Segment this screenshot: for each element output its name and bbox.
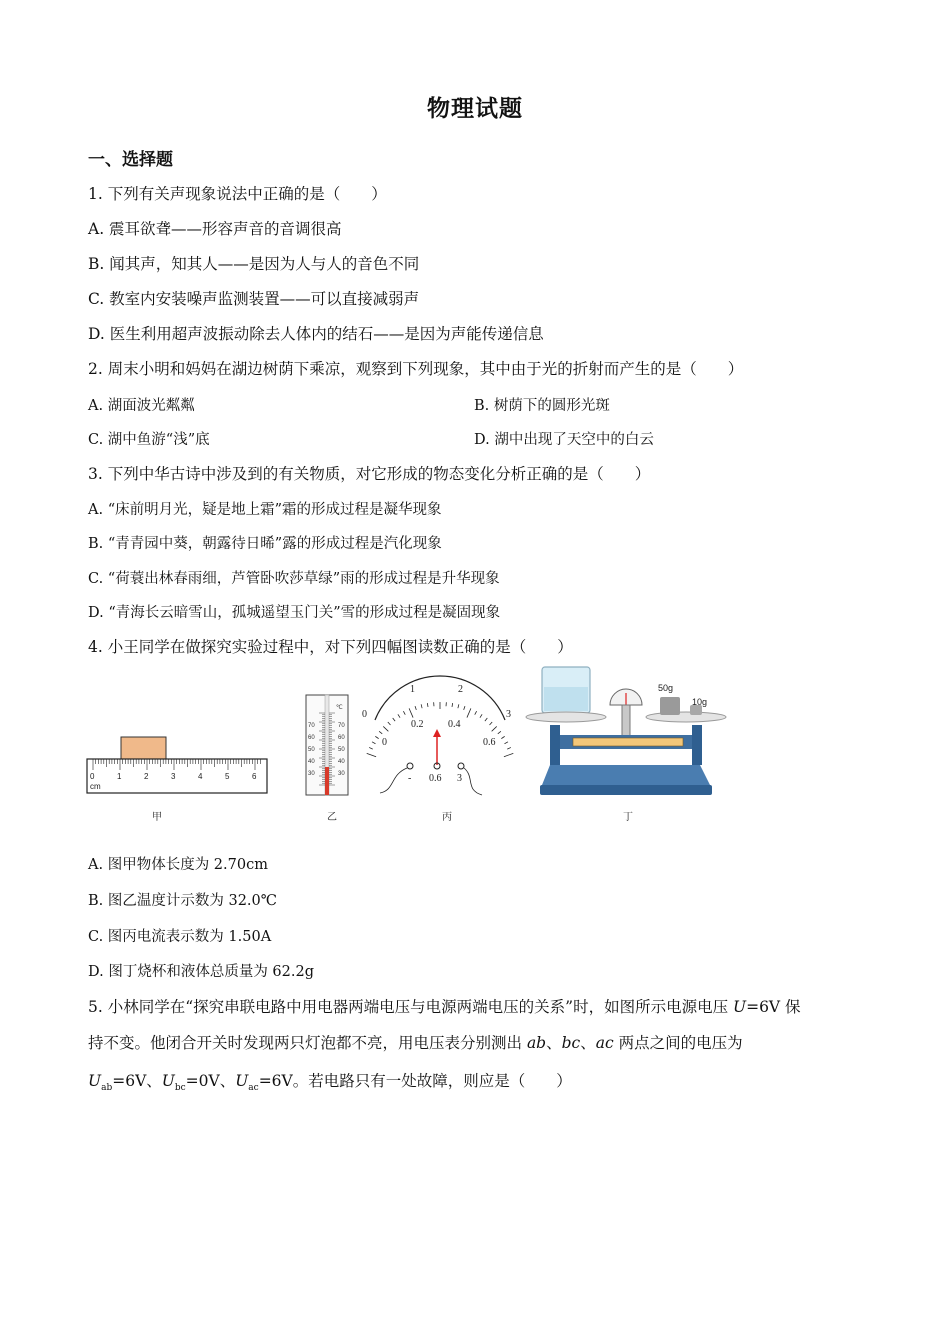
- caption-bing: 丙: [442, 812, 452, 823]
- tick-mark: [498, 731, 501, 733]
- measured-block: [121, 737, 166, 759]
- tick-mark: [480, 714, 482, 717]
- q3-option-a: A. “床前明月光，疑是地上霜”霜的形成过程是凝华现象: [88, 502, 442, 518]
- section-heading: 一、选择题: [88, 150, 173, 170]
- tick-mark: [490, 722, 493, 725]
- right-pan: [646, 712, 726, 722]
- thermo-left-70: 70: [308, 723, 315, 729]
- q5-line-1: 5. 小林同学在“探究串联电路中用电器两端电压与电源两端电压的关系”时，如图所示电源电压 U=6V 保: [88, 998, 801, 1016]
- ruler-label-6: 6: [252, 772, 257, 781]
- weight-label-10g: 10g: [692, 697, 708, 707]
- q4-stem: 4. 小王同学在做探究实验过程中，对下列四幅图读数正确的是（ ）: [88, 638, 573, 656]
- ruler-label-0: 0: [90, 772, 95, 781]
- thermometer-diagram: [306, 695, 348, 795]
- caption-ding: 丁: [623, 812, 633, 823]
- q3-stem: 3. 下列中华古诗中涉及到的有关物质，对它形成的物态变化分析正确的是（ ）: [88, 465, 651, 483]
- thermo-left-60: 60: [308, 735, 315, 741]
- meter-term-06: 0.6: [429, 773, 442, 784]
- q1-option-c: C. 教室内安装噪声监测装置——可以直接减弱声: [88, 290, 420, 308]
- meter-bottom-0: 0: [382, 737, 387, 748]
- tick-mark: [458, 704, 459, 708]
- q5-line-3: $U_{ab}=6V$、$U_{bc}=0V$、$U_{ac}=6V$。若电路只有一处故障，则应是（ ）: [88, 1072, 572, 1094]
- tick-mark: [467, 708, 471, 717]
- weight-50g: [660, 697, 680, 715]
- tick-mark: [403, 711, 405, 715]
- q4-figure: [80, 665, 740, 835]
- meter-term-3: 3: [457, 773, 462, 784]
- tick-mark: [475, 711, 477, 715]
- ruler: [87, 759, 267, 793]
- thermo-right-60: 60: [338, 735, 345, 741]
- var-ab: ab: [526, 1034, 547, 1052]
- var-bc: bc: [561, 1034, 581, 1052]
- tick-mark: [367, 753, 376, 756]
- caption-jia: 甲: [152, 812, 162, 823]
- thermo-right-70: 70: [338, 723, 345, 729]
- meter-bottom-02: 0.2: [411, 719, 424, 730]
- q1-option-d: D. 医生利用超声波振动除去人体内的结石——是因为声能传递信息: [88, 325, 544, 343]
- q1-stem: 1. 下列有关声现象说法中正确的是（ ）: [88, 185, 387, 203]
- tick-mark: [501, 736, 504, 738]
- q4-option-c: C. 图丙电流表示数为 1.50A: [88, 929, 272, 945]
- tick-mark: [504, 753, 513, 756]
- ruler-label-4: 4: [198, 772, 203, 781]
- q2-option-b: B. 树荫下的圆形光斑: [474, 398, 610, 414]
- thermo-left-50: 50: [308, 747, 315, 753]
- q3-option-b: B. “青青园中葵，朝露待日晞”露的形成过程是汽化现象: [88, 536, 442, 552]
- tick-mark: [452, 703, 453, 707]
- ruler-label-3: 3: [171, 772, 176, 781]
- ammeter-diagram: [362, 676, 513, 795]
- meter-top-1: 1: [410, 684, 415, 695]
- ruler-unit: cm: [90, 782, 101, 791]
- q4-option-a: A. 图甲物体长度为 2.70cm: [88, 857, 268, 873]
- meter-top-2: 2: [458, 684, 463, 695]
- rider-scale: [573, 738, 683, 746]
- tick-mark: [507, 747, 511, 749]
- tick-mark: [427, 703, 428, 707]
- meter-term-minus: -: [408, 773, 412, 784]
- var-U: U: [733, 998, 747, 1016]
- q4-option-b: B. 图乙温度计示数为 32.0℃: [88, 893, 277, 909]
- tick-mark: [383, 726, 388, 731]
- thermo-right-30: 30: [338, 771, 345, 777]
- q2-stem: 2. 周末小明和妈妈在湖边树荫下乘凉，观察到下列现象，其中由于光的折射而产生的是（ ）: [88, 360, 744, 378]
- ruler-label-1: 1: [117, 772, 122, 781]
- balance-base: [542, 765, 710, 785]
- meter-bottom-04: 0.4: [448, 719, 461, 730]
- ammeter-arc: [375, 676, 505, 720]
- var-ac: ac: [595, 1034, 614, 1052]
- q4-option-d: D. 图丁烧杯和液体总质量为 62.2g: [88, 964, 315, 980]
- ruler-diagram: [87, 737, 267, 793]
- meter-top-0: 0: [362, 709, 367, 720]
- q1-option-a: A. 震耳欲聋——形容声音的音调很高: [88, 220, 342, 238]
- meter-bottom-06: 0.6: [483, 737, 496, 748]
- thermo-left-40: 40: [308, 759, 315, 765]
- q3-option-d: D. “青海长云暗雪山，孤城遥望玉门关”雪的形成过程是凝固现象: [88, 605, 501, 621]
- tick-mark: [398, 714, 400, 717]
- balance-diagram: [526, 667, 726, 795]
- tick-mark: [505, 742, 508, 744]
- q5-line-2: 持不变。他闭合开关时发现两只灯泡都不亮，用电压表分别测出 ab、bc、ac 两点之间的电压为: [88, 1034, 743, 1052]
- tick-mark: [485, 718, 487, 721]
- thermo-right-40: 40: [338, 759, 345, 765]
- weight-label-50g: 50g: [658, 683, 674, 693]
- tick-mark: [375, 736, 378, 738]
- tick-mark: [464, 706, 465, 710]
- ruler-label-5: 5: [225, 772, 230, 781]
- left-pan: [526, 712, 606, 722]
- thermo-left-30: 30: [308, 771, 315, 777]
- tick-mark: [492, 726, 497, 731]
- tick-mark: [388, 722, 391, 725]
- q2-option-d: D. 湖中出现了天空中的白云: [474, 432, 654, 448]
- thermo-unit: ℃: [336, 705, 343, 711]
- q2-option-c: C. 湖中鱼游“浅”底: [88, 432, 210, 448]
- page-title: 物理试题: [427, 95, 523, 122]
- tick-mark: [369, 747, 373, 749]
- tick-mark: [415, 706, 416, 710]
- caption-yi: 乙: [327, 812, 337, 823]
- thermo-right-50: 50: [338, 747, 345, 753]
- q2-option-a: A. 湖面波光粼粼: [88, 398, 195, 414]
- ruler-label-2: 2: [144, 772, 149, 781]
- thermometer-liquid: [325, 767, 329, 795]
- tick-mark: [421, 704, 422, 708]
- q3-option-c: C. “荷蓑出林春雨细，芦管卧吹莎草绿”雨的形成过程是升华现象: [88, 571, 500, 587]
- tick-mark: [372, 742, 375, 744]
- q1-option-b: B. 闻其声，知其人——是因为人与人的音色不同: [88, 255, 420, 273]
- meter-top-3: 3: [506, 709, 511, 720]
- tick-mark: [379, 731, 382, 733]
- tick-mark: [393, 718, 395, 721]
- tick-mark: [409, 708, 413, 717]
